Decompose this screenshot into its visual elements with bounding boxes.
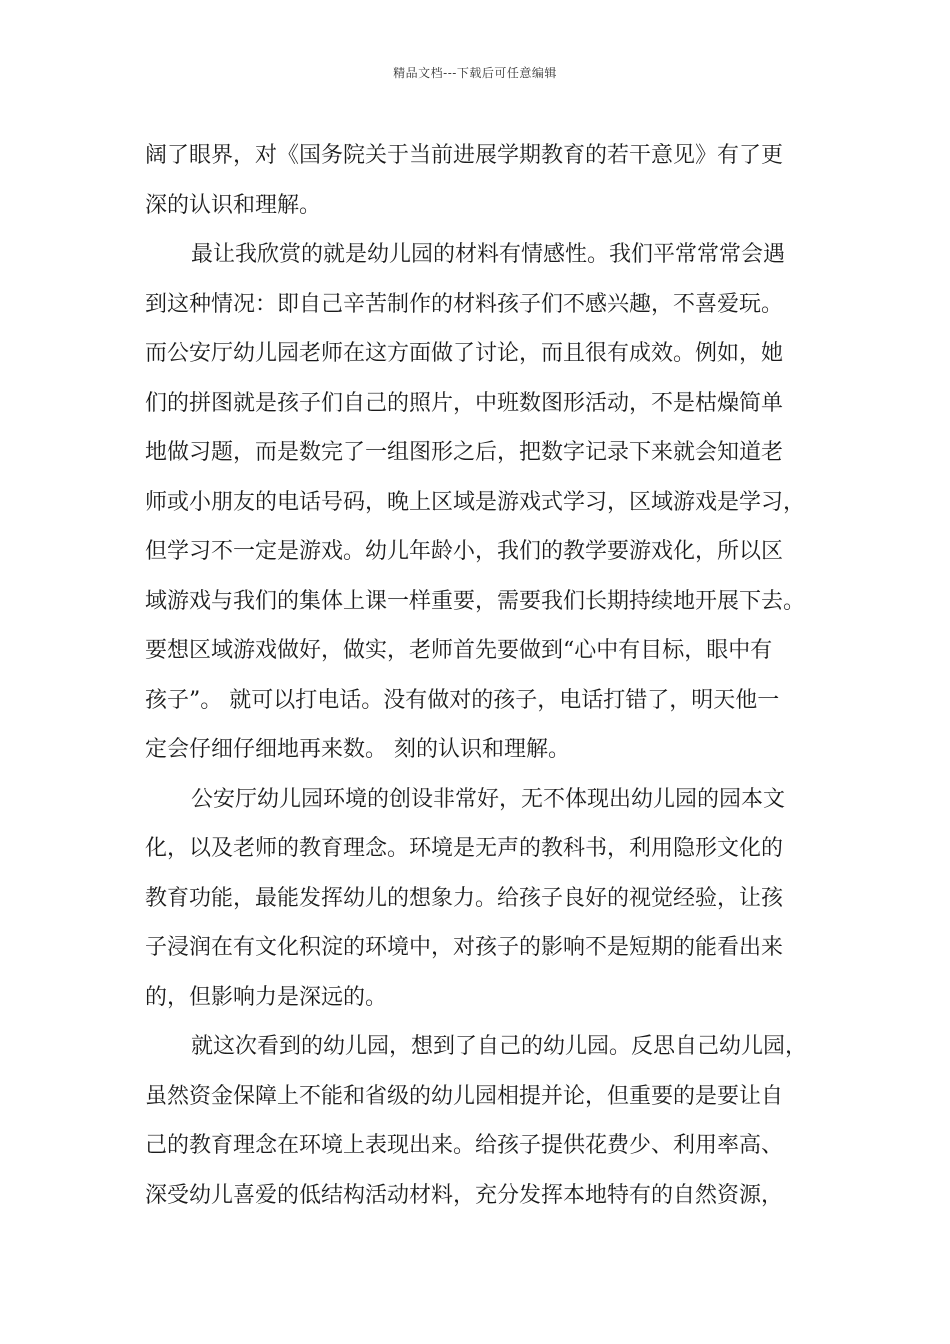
text-line: 地做习题，而是数完了一组图形之后，把数字记录下来就会知道老 [145, 440, 784, 465]
text-line: 虽然资金保障上不能和省级的幼儿园相提并论，但重要的是要让自 [145, 1083, 784, 1109]
text-line: 而公安厅幼儿园老师在这方面做了讨论，而且很有成效。例如，她 [145, 341, 784, 366]
text-line: 师或小朋友的电话号码，晚上区域是游戏式学习，区域游戏是学习， [145, 489, 806, 515]
text-line: 阔了眼界，对《国务院关于当前进展学期教育的若干意见》有了更 [145, 143, 784, 168]
text-line: 们的拼图就是孩子们自己的照片，中班数图形活动，不是枯燥简单 [145, 390, 784, 416]
text-line: 但学习不一定是游戏。幼儿年龄小，我们的教学要游戏化，所以区 [145, 539, 784, 564]
text-line: 要想区域游戏做好，做实，老师首先要做到“心中有目标，眼中有 [145, 638, 773, 663]
paragraph-start-line: 公安厅幼儿园环境的创设非常好，无不体现出幼儿园的园本文 [191, 786, 786, 812]
text-line: 的，但影响力是深远的。 [145, 984, 388, 1010]
text-line: 教育功能，最能发挥幼儿的想象力。给孩子良好的视觉经验，让孩 [145, 885, 784, 911]
page-header: 精品文档---下载后可任意编辑 [393, 66, 557, 80]
text-line: 孩子”。 就可以打电话。没有做对的孩子，电话打错了，明天他一 [145, 687, 780, 713]
text-line: 子浸润在有文化积淀的环境中，对孩子的影响不是短期的能看出来 [145, 935, 784, 960]
document-body [145, 131, 835, 1220]
text-line: 定会仔细仔细地再来数。 刻的认识和理解。 [145, 737, 570, 762]
text-line: 化，以及老师的教育理念。环境是无声的教科书，利用隐形文化的 [145, 836, 784, 861]
text-line: 到这种情况：即自己辛苦制作的材料孩子们不感兴趣，不喜爱玩。 [145, 291, 784, 317]
text-line: 深受幼儿喜爱的低结构活动材料，充分发挥本地特有的自然资源， [145, 1182, 784, 1208]
paragraph-start-line: 就这次看到的幼儿园，想到了自己的幼儿园。反思自己幼儿园， [191, 1034, 808, 1059]
text-line: 己的教育理念在环境上表现出来。给孩子提供花费少、利用率高、 [145, 1133, 784, 1158]
text-line: 深的认识和理解。 [145, 192, 322, 218]
text-line: 域游戏与我们的集体上课一样重要，需要我们长期持续地开展下去。 [145, 588, 806, 614]
paragraph-start-line: 最让我欣赏的就是幼儿园的材料有情感性。我们平常常常会遇 [191, 242, 786, 267]
